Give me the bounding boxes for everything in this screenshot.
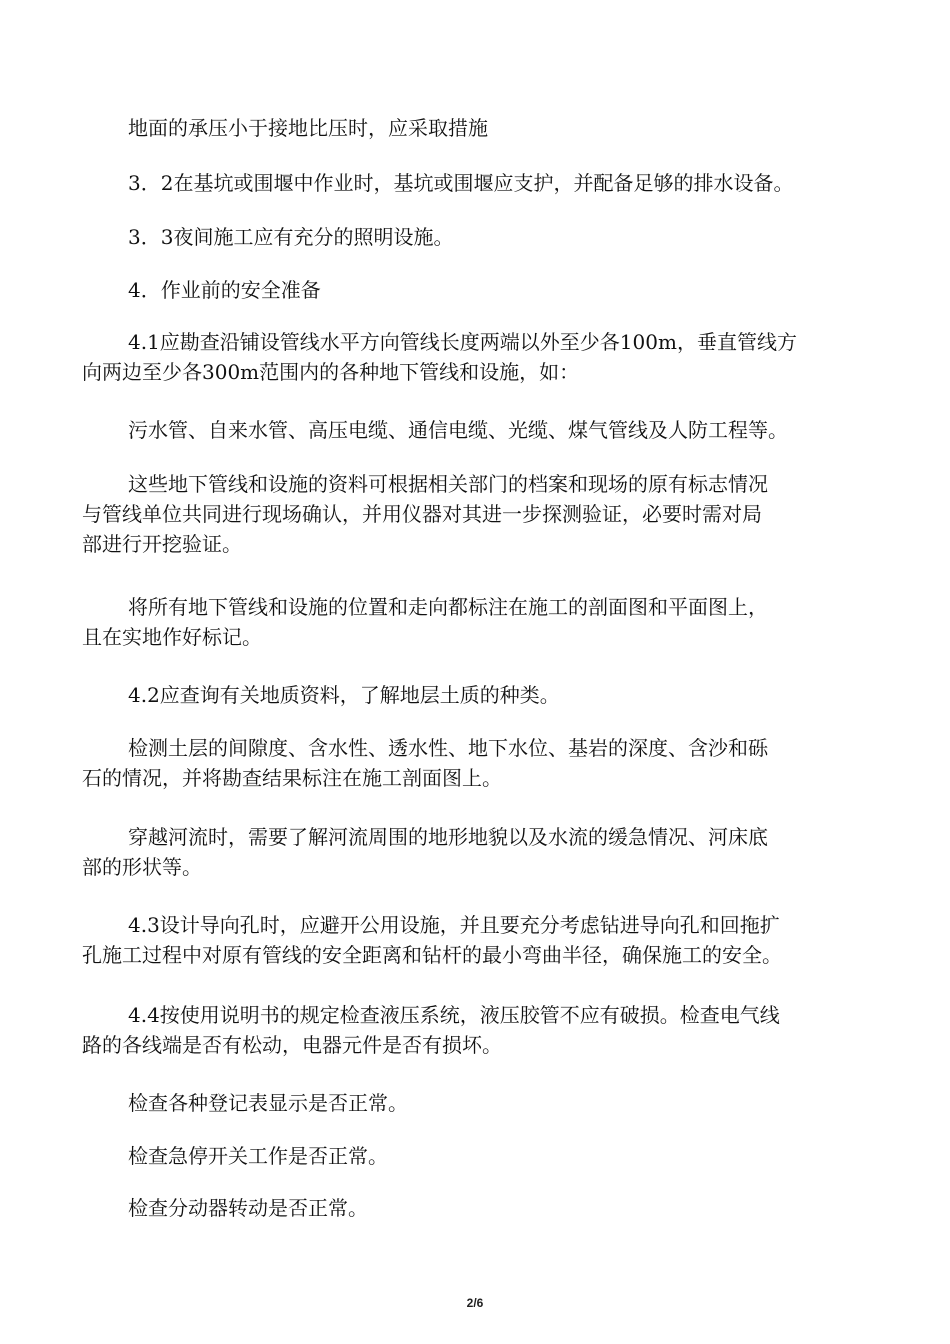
paragraph-line: 这些地下管线和设施的资料可根据相关部门的档案和现场的原有标志情况 xyxy=(128,472,768,496)
paragraph-line: 4.1应勘查沿铺设管线水平方向管线长度两端以外至少各100m，垂直管线方 xyxy=(128,330,797,354)
paragraph-line: 且在实地作好标记。 xyxy=(82,625,262,649)
paragraph xyxy=(82,168,872,198)
paragraph-line: 地面的承压小于接地比压时，应采取措施 xyxy=(128,116,488,140)
paragraph-line: 部的形状等。 xyxy=(82,855,202,879)
paragraph xyxy=(82,1193,872,1223)
paragraph-line: 石的情况，并将勘查结果标注在施工剖面图上。 xyxy=(82,766,502,790)
paragraph-line: 4.2应查询有关地质资料，了解地层土质的种类。 xyxy=(128,683,560,707)
paragraph xyxy=(82,1000,872,1060)
paragraph-line: 检测土层的间隙度、含水性、透水性、地下水位、基岩的深度、含沙和砾 xyxy=(128,736,768,760)
paragraph-line: 孔施工过程中对原有管线的安全距离和钻杆的最小弯曲半径，确保施工的安全。 xyxy=(82,943,782,967)
paragraph-line: 部进行开挖验证。 xyxy=(82,532,242,556)
paragraph xyxy=(82,733,872,793)
paragraph xyxy=(82,822,872,882)
paragraph-line: 4.3设计导向孔时，应避开公用设施，并且要充分考虑钻进导向孔和回拖扩 xyxy=(128,913,780,937)
paragraph-line: 与管线单位共同进行现场确认，并用仪器对其进一步探测验证，必要时需对局 xyxy=(82,502,762,526)
paragraph-line: 3．3夜间施工应有充分的照明设施。 xyxy=(128,225,454,249)
paragraph-line: 检查各种登记表显示是否正常。 xyxy=(128,1091,408,1115)
paragraph-line: 穿越河流时，需要了解河流周围的地形地貌以及水流的缓急情况、河床底 xyxy=(128,825,768,849)
paragraph xyxy=(82,327,872,387)
paragraph-line: 4．作业前的安全准备 xyxy=(128,278,321,302)
paragraph xyxy=(82,415,872,445)
paragraph-line: 将所有地下管线和设施的位置和走向都标注在施工的剖面图和平面图上， xyxy=(128,595,768,619)
paragraph xyxy=(82,469,872,559)
paragraph-line: 4.4按使用说明书的规定检查液压系统，液压胶管不应有破损。检查电气线 xyxy=(128,1003,780,1027)
paragraph-line: 路的各线端是否有松动，电器元件是否有损坏。 xyxy=(82,1033,502,1057)
paragraph-line: 污水管、自来水管、高压电缆、通信电缆、光缆、煤气管线及人防工程等。 xyxy=(128,418,788,442)
paragraph xyxy=(82,275,872,305)
paragraph xyxy=(82,910,872,970)
paragraph xyxy=(82,113,872,143)
page-number: 2/6 xyxy=(466,1296,484,1310)
paragraph xyxy=(82,680,872,710)
paragraph-line: 检查急停开关工作是否正常。 xyxy=(128,1144,388,1168)
paragraph xyxy=(82,592,872,652)
paragraph xyxy=(82,222,872,252)
paragraph xyxy=(82,1088,872,1118)
paragraph xyxy=(82,1141,872,1171)
paragraph-line: 3．2在基坑或围堰中作业时，基坑或围堰应支护，并配备足够的排水设备。 xyxy=(128,171,794,195)
paragraph-line: 向两边至少各300m范围内的各种地下管线和设施，如： xyxy=(82,360,580,384)
paragraph-line: 检查分动器转动是否正常。 xyxy=(128,1196,368,1220)
